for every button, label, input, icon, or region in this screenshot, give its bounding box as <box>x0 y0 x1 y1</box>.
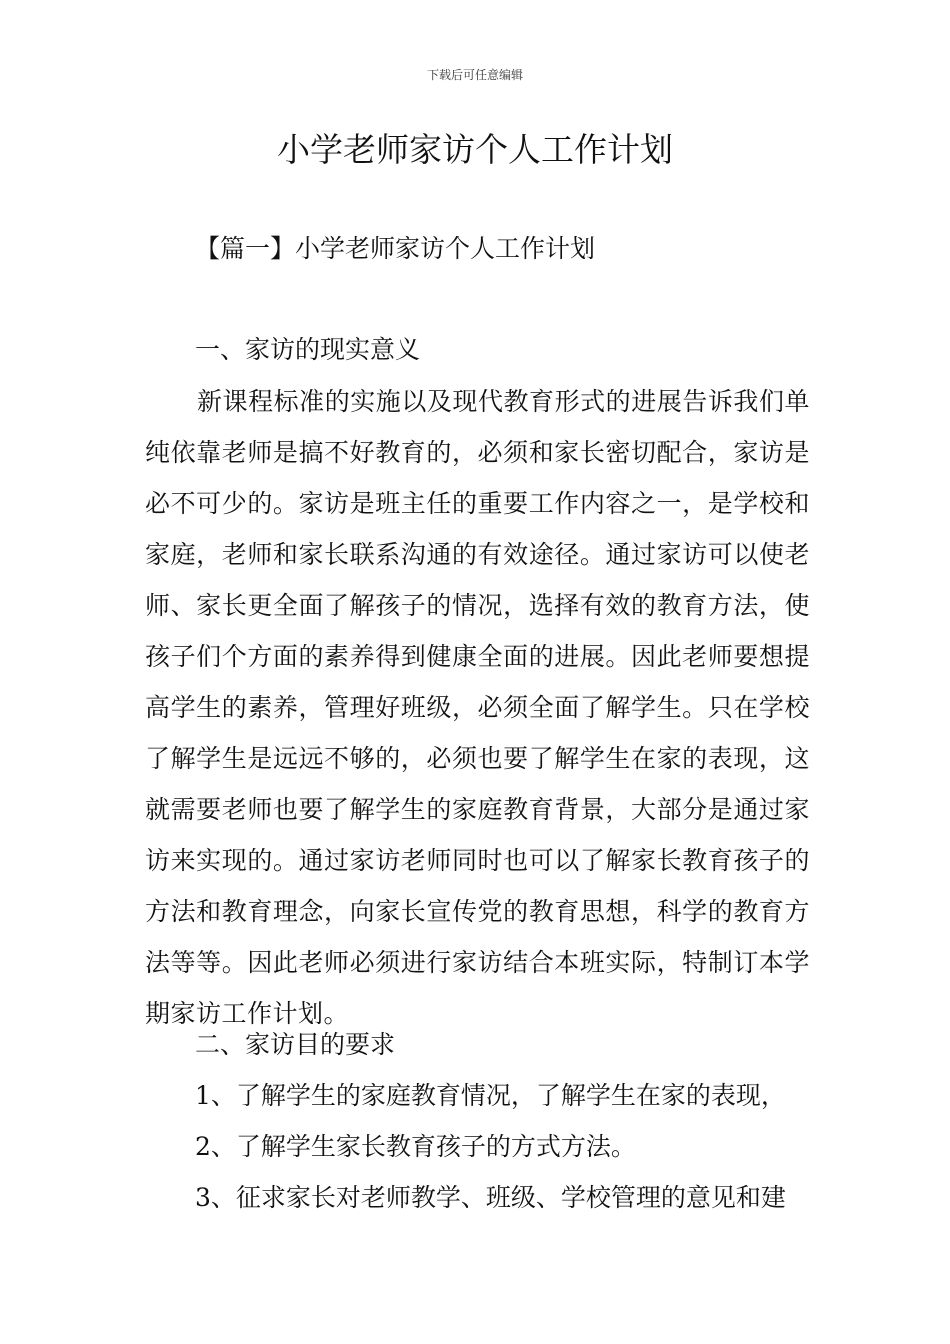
header-note: 下载后可任意编辑 <box>426 68 523 82</box>
document-title: 小学老师家访个人工作计划 <box>277 130 673 169</box>
list-item: 2、了解学生家长教育孩子的方式方法。 <box>195 1132 636 1161</box>
part2-heading: 二、家访目的要求 <box>195 1030 396 1059</box>
section-heading: 【篇一】小学老师家访个人工作计划 <box>195 234 596 263</box>
list-item: 3、征求家长对老师教学、班级、学校管理的意见和建 <box>195 1183 786 1212</box>
list-item: 1、了解学生的家庭教育情况，了解学生在家的表现， <box>195 1081 786 1110</box>
part1-paragraph: 新课程标准的实施以及现代教育形式的进展告诉我们单纯依靠老师是搞不好教育的，必须和家长密切配合，家访是必不可少的。家访是班主任的重要工作内容之一，是学校和家庭，老师和家长联系沟通的有效途径。通过家访可以使老师、家长更全面了解孩子的情况，选择有效的教育方法，使孩子们个方面的素养得到健康全面的进展。因此老师要想提高学生的素养，管理好班级，必须全面了解学生。只在学校了解学生是远远不够的，必须也要了解学生在家的表现，这就需要老师也要了解学生的家庭教育背景，大部分是通过家访来实现的。通过家访老师同时也可以了解家长教育孩子的方法和教育理念，向家长宣传党的教育思想，科学的教育方法等等。因此老师必须进行家访结合本班实际，特制订本学期家访工作计划。 <box>145 387 810 1028</box>
part1-heading: 一、家访的现实意义 <box>195 335 421 364</box>
